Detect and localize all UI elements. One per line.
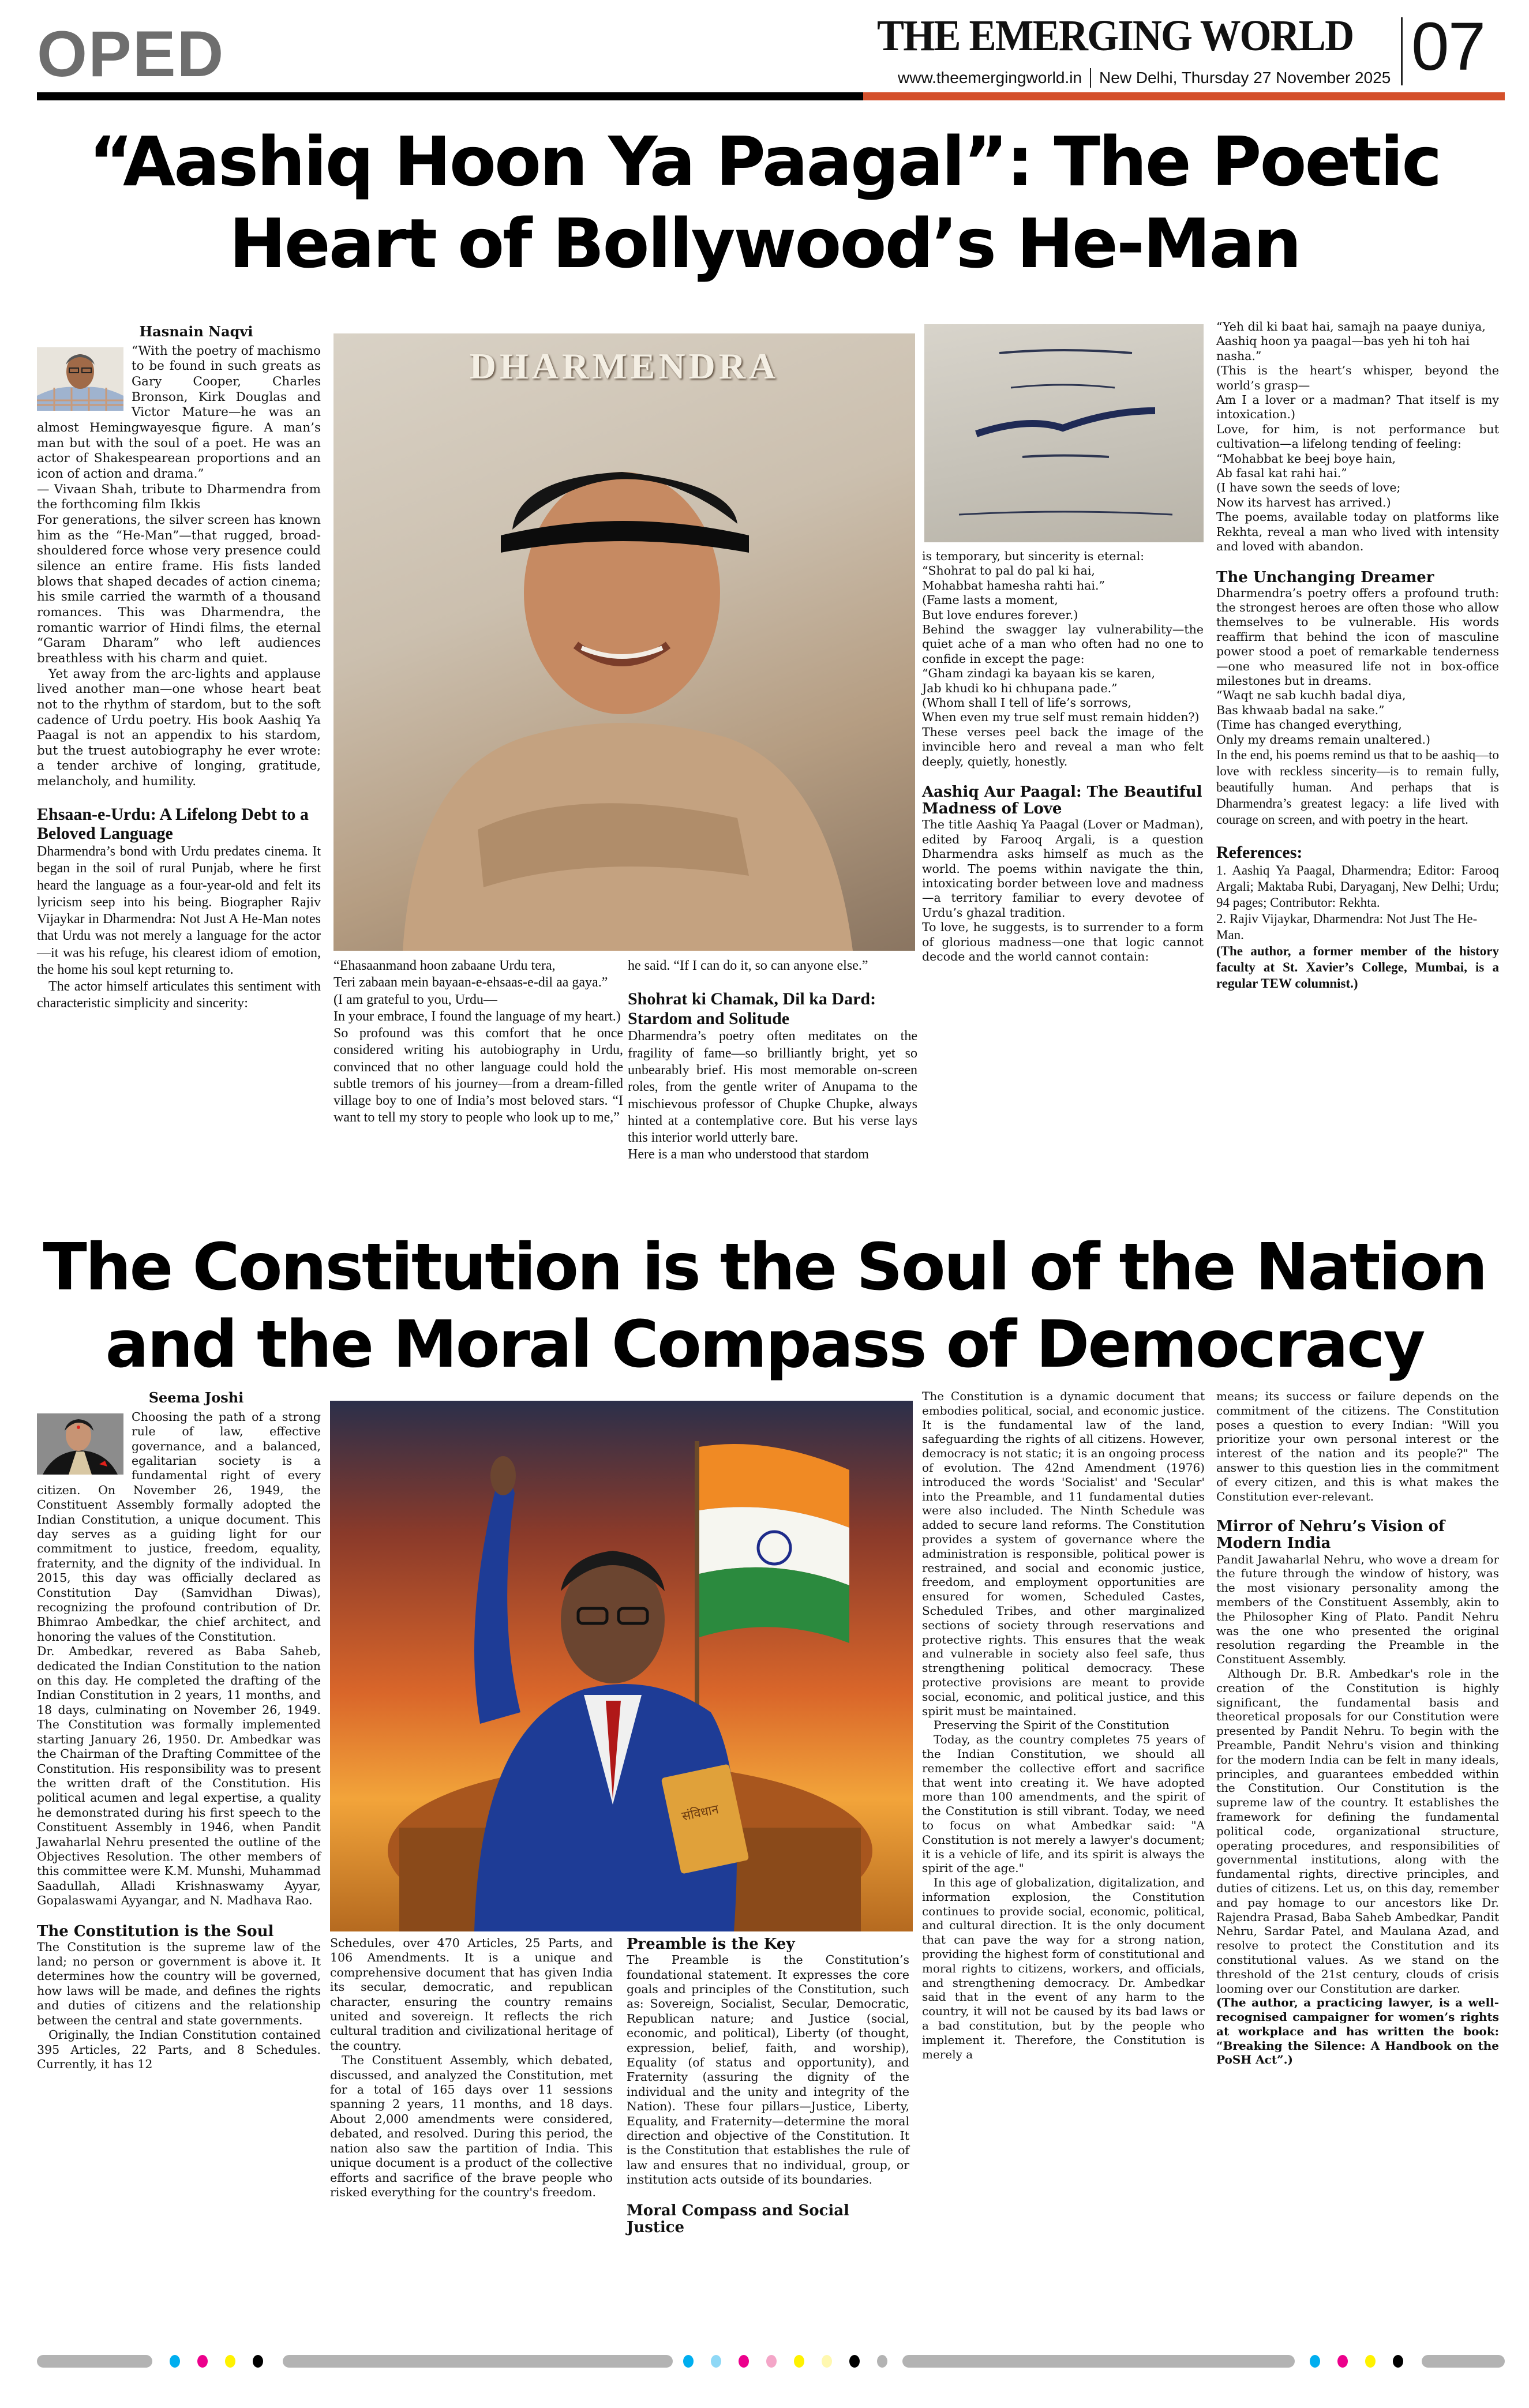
- divider: [1401, 17, 1403, 85]
- print-registration-marks: [37, 2355, 1505, 2368]
- paragraph: For generations, the silver screen has known him as the “He-Man”—that rugged, broad-shouldered force whose very presence could silence an entire frame. His fists landed blows that shaped decades of action cinema; his smile carried the warmth of a thousand romances. This was Dharmendra, the romantic warrior of Hindi films, the eternal “Garam Dharam” who left audiences breathless with his charm and quiet.: [37, 512, 321, 666]
- paragraph: Love, for him, is not performance but cultivation—a lifelong tending of feeling:: [1216, 422, 1499, 451]
- poem-line: Mohabbat hamesha rahti hai.”: [922, 578, 1105, 592]
- poem-line: Bas khwaab badal na sake.”: [1216, 703, 1385, 717]
- paragraph: Dharmendra’s bond with Urdu predates cinema. It began in the soil of rural Punjab, where he first heard the language as a four-year-old and felt its lyricism seep into his being. Biographer Rajiv Vijaykar in Dharmendra: Not Just A He-Man notes that Urdu was not merely a language for the actor—it was his refuge, his clearest idiom of emotion, the home his soul kept returning to.: [37, 843, 321, 977]
- paragraph: So profound was this comfort that he once considered writing his autobiography in Urdu, convinced that no other language could hold the subtle tremors of his journey—from a dream-filled village boy to one of India’s most beloved stars. “I want to tell my story to people who look up to me,”: [333, 1026, 623, 1126]
- poem-line: Ab fasal kat rahi hai.”: [1216, 466, 1347, 481]
- paragraph: Here is a man who understood that stardom: [628, 1147, 869, 1162]
- poem-line: (Time has changed everything,: [1216, 718, 1402, 732]
- light-yellow-dot: [822, 2355, 832, 2368]
- paragraph: Behind the swagger lay vulnerability—the quiet ache of a man who often had no one to confide in except the page:: [922, 622, 1204, 666]
- divider: [1090, 68, 1091, 88]
- article2-column-4: [922, 1389, 1205, 2061]
- article1-column-2: [333, 958, 623, 1127]
- poem-line: (I am grateful to you, Urdu—: [333, 992, 497, 1007]
- poem-line: Am I a lover or a madman? That itself is my intoxication.): [1216, 393, 1499, 422]
- black-dot: [253, 2355, 263, 2368]
- paragraph: means; its success or failure depends on the commitment of the citizens. The Constitution poses a question to every Indian: "Will you prioritize your own personal interest or the interest of the nation and its people?" The answer to this question lies in the commitment of every citizen, and this is what makes the Constitution ever-relevant.: [1216, 1389, 1499, 1503]
- masthead-meta: [898, 68, 1391, 88]
- light-cyan-dot: [711, 2355, 721, 2368]
- paragraph: Dharmendra’s poetry offers a profound truth: the strongest heroes are often those who allow themselves to be vulnerable. His words reaffirm that behind the icon of masculine power stood a poet of remarkable tenderness—one who measured life not in box-office milestones but in dreams.: [1216, 586, 1499, 688]
- cyan-dot: [1310, 2355, 1320, 2368]
- reference-item: 2. Rajiv Vijaykar, Dharmendra: Not Just The He-Man.: [1216, 912, 1478, 943]
- paragraph: Although Dr. B.R. Ambedkar's role in the creation of the Constitution is highly significant, the fundamental basis and theoretical proposals for our Constitution were presented by Pandit Nehru. To begin with the Preamble, Pandit Nehru's vision and thinking for the modern India can be felt in many ideals, principles, and guarantees embedded within the Constitution. Our Constitution is the supreme law of the country. It establishes the framework for defining the fundamental political code, organizational structure, operating procedures, and responsibilities of governmental institutions, along with the fundamental rights, directive principles, and duties of citizens. Let us, on this day, remember and pay homage to our ancestors like Dr. Rajendra Prasad, Baba Saheb Ambedkar, Pandit Nehru, Sardar Patel, and Maulana Azad, and resolve to protect the Constitution and its constitutional values. As we stand on the threshold of the 21st century, clouds of crisis looming over our Constitution are darker.: [1216, 1666, 1499, 1996]
- author-photo: [37, 347, 123, 411]
- website-link[interactable]: www.theemergingworld.in: [898, 69, 1082, 87]
- yellow-dot: [225, 2355, 235, 2368]
- paragraph: “With the poetry of machismo to be found in such greats as Gary Cooper, Charles Bronson, Kirk Douglas and Victor Mature—he was an almost Hemingwayesque figure. A man’s man but with the soul of a poet. He was an actor of Shakespearean proportions and an icon of action and drama.”: [37, 343, 321, 481]
- section-heading: Shohrat ki Chamak, Dil ka Dard: Stardom and Solitude: [628, 989, 876, 1028]
- author-portrait-image: [37, 1413, 123, 1475]
- ambedkar-with-flag-image: [330, 1401, 913, 1931]
- paragraph: The poems, available today on platforms like Rekhta, reveal a man who lived with intensity and loved with abandon.: [1216, 510, 1499, 554]
- author-photo: [37, 1413, 123, 1475]
- article-headline: “Aashiq Hoon Ya Paagal”: The Poetic Heart of Bollywood’s He-Man: [88, 122, 1441, 283]
- paragraph: Schedules, over 470 Articles, 25 Parts, and 106 Amendments. It is a unique and comprehensive document that has given India its secular, democratic, and republican character, ensuring the country remains united and sovereign. It reflects the rich cultural tradition and civilizational heritage of the country.: [330, 1936, 613, 2053]
- yellow-dot: [1365, 2355, 1376, 2368]
- magenta-dot: [739, 2355, 749, 2368]
- poem-line: Jab khudi ko hi chhupana pade.”: [922, 681, 1118, 695]
- paragraph: To love, he suggests, is to surrender to a form of glorious madness—one that logic cannot decode and the world cannot contain:: [922, 920, 1204, 963]
- paragraph: In the end, his poems remind us that to be aashiq—to love with reckless sincerity—is to remain fully, beautifully human. And perhaps that is Dharmendra’s greatest legacy: a life lived with courage on screen, and with poetry in the heart.: [1216, 748, 1499, 827]
- paragraph: Preserving the Spirit of the Constitution: [934, 1718, 1170, 1732]
- poem-line: Teri zabaan mein bayaan-e-ehsaas-e-dil aa gaya.”: [333, 975, 608, 991]
- article2-column-2: [330, 1936, 613, 2200]
- magenta-dot: [197, 2355, 208, 2368]
- article2-column-3: [627, 1936, 909, 2236]
- urdu-calligraphy-image: [924, 324, 1204, 542]
- article1-column-5: [1216, 320, 1499, 992]
- poem-line: “Waqt ne sab kuchh badal diya,: [1216, 688, 1406, 703]
- paragraph: In this age of globalization, digitalization, and information explosion, the Constitution continues to provide social, economic, political, and cultural direction. It is the only document that can pave the way for a strong nation, providing the highest form of constitutional and moral rights to citizens, workers, and officials, and strengthening democracy. Dr. Ambedkar said that in the event of any harm to the country, it will not be caused by its bad laws or a bad constitution, but by the people who implement it. Therefore, the Constitution is merely a: [922, 1876, 1205, 2061]
- paragraph: The actor himself articulates this sentiment with characteristic simplicity and sincerity:: [37, 979, 321, 1011]
- poem-line: Aashiq hoon ya paagal—bas yeh hi toh hai nasha.”: [1216, 334, 1470, 363]
- section-heading: The Constitution is the Soul: [37, 1922, 274, 1940]
- gray-bar: [37, 2355, 152, 2368]
- poem-line: (Whom shall I tell of life’s sorrows,: [922, 696, 1131, 710]
- section-heading: Mirror of Nehru’s Vision of Modern India: [1216, 1518, 1445, 1552]
- paragraph: The Constituent Assembly, which debated, discussed, and analyzed the Constitution, met for a total of 165 days over 11 sessions spanning 2 years, 11 months, and 18 days. About 2,000 amendments were considered, debated, and resolved. During this period, the nation also saw the partition of India. This unique document is a product of the collective efforts and sacrifice of the brave people who risked everything for the country's freedom.: [330, 2053, 613, 2199]
- paragraph: Originally, the Indian Constitution contained 395 Articles, 22 Parts, and 8 Schedules. Currently, it has 12: [37, 2028, 321, 2071]
- paragraph: These verses peel back the image of the invincible hero and reveal a man who felt deeply, quietly, honestly.: [922, 725, 1204, 768]
- poem-line: But love endures forever.): [922, 607, 1078, 622]
- paragraph: The Preamble is the Constitution’s foundational statement. It expresses the core goals and principles of the Constitution, such as: Sovereign, Socialist, Secular, Democratic, Republican nature; and Justice (social, economic, and political), Liberty (of thought, expression, belief, faith, and worship), Equality (of status and opportunity), and Fraternity (assuring the dignity of the individual and the unity and integrity of the Nation). These four pillars—Justice, Liberty, Equality, and Fraternity—determine the moral direction and objective of the Constitution. It is the Constitution that establishes the rule of law and ensures that no individual, group, or institution acts outside of its boundaries.: [627, 1953, 909, 2187]
- light-magenta-dot: [766, 2355, 777, 2368]
- author-byline: Seema Joshi: [148, 1389, 244, 1406]
- poem-line: “Shohrat to pal do pal ki hai,: [922, 564, 1095, 578]
- paragraph: Choosing the path of a strong rule of law, effective governance, and a balanced, egalitarian society is a fundamental right of every citizen. On November 26, 1949, the Constituent Assembly formally adopted the Indian Constitution, a unique document. This day serves as a guiding light for our commitment to justice, freedom, equality, fraternity, and the dignity of the individual. In 2015, this day was officially declared as Constitution Day (Samvidhan Diwas), recognizing the profound contribution of Dr. Bhimrao Ambedkar, the chief architect, and honoring the values of the Constitution.: [37, 1409, 321, 1644]
- dharmendra-photo: [333, 333, 915, 951]
- section-heading: Ehsaan-e-Urdu: A Lifelong Debt to a Beloved Language: [37, 804, 309, 843]
- header-rule-black: [37, 92, 863, 100]
- urdu-book-cover-photo: [924, 324, 1204, 542]
- gray-dot: [877, 2355, 887, 2368]
- article2-column-1: [37, 1389, 321, 2072]
- paragraph: Dharmendra’s poetry often meditates on the fragility of fame—so brilliantly bright, yet so unbearably brief. His most memorable on-screen roles, from the gentle writer of Anupama to the mischievous professor of Chupke Chupke, always hinted at a contemplative core. But his verse lays this interior world utterly bare.: [628, 1029, 917, 1146]
- newspaper-name: THE EMERGING WORLD: [877, 12, 1354, 60]
- author-portrait-image: [37, 347, 123, 411]
- portrait-illustration: [333, 333, 915, 951]
- author-note: (The author, a former member of the history faculty at St. Xavier’s College, Mumbai, is a regular TEW columnist.): [1216, 944, 1499, 991]
- magenta-dot: [1337, 2355, 1348, 2368]
- black-dot: [849, 2355, 860, 2368]
- black-dot: [1393, 2355, 1403, 2368]
- article1-column-1: [37, 323, 321, 1012]
- poem-line: “Mohabbat ke beej boye hain,: [1216, 451, 1396, 466]
- author-byline: Hasnain Naqvi: [139, 323, 253, 340]
- poem-line: (I have sown the seeds of love;: [1216, 481, 1401, 495]
- section-heading: Preamble is the Key: [627, 1936, 795, 1953]
- paragraph: The title Aashiq Ya Paagal (Lover or Madman), edited by Farooq Argali, is a question Dharmendra asks himself as much as the world. The poems within navigate the thin, intoxicating border between love and madness—a territory familiar to every devotee of Urdu’s ghazal tradition.: [922, 817, 1204, 920]
- section-heading: The Unchanging Dreamer: [1216, 568, 1434, 586]
- poem-line: Only my dreams remain unaltered.): [1216, 732, 1430, 747]
- paragraph: The Constitution is the supreme law of the land; no person or government is above it. It determines how the country will be governed, how laws will be made, and defines the rights and duties of citizens and the relationship between the central and state governments.: [37, 1940, 321, 2027]
- ambedkar-illustration: [330, 1401, 913, 1931]
- author-note: (The author, a practicing lawyer, is a well-recognised campaigner for women’s rights at workplace and has written the book: “Breaking the Silence: A Handbook on the PoSH Act”.): [1216, 1996, 1499, 2067]
- paragraph: Dr. Ambedkar, revered as Baba Saheb, dedicated the Indian Constitution to the nation on this day. He completed the drafting of the Indian Constitution in 2 years, 11 months, and 18 days, culminating on November 26, 1949. The Constitution was formally implemented starting January 26, 1950. Dr. Ambedkar was the Chairman of the Drafting Committee of the Constitution. His responsibility was to present the written draft of the Constitution. His political acumen and legal expertise, a quality he demonstrated during his first speech to the Constituent Assembly in 1946, when Pandit Jawaharlal Nehru presented the outline of the Objectives Resolution. The other members of this committee were K.M. Munshi, Muhammad Saadullah, Alladi Krishnaswamy Ayyar, Gopalaswami Ayyangar, and N. Madhava Rao.: [37, 1644, 321, 1908]
- cyan-dot: [683, 2355, 694, 2368]
- paragraph: Today, as the country completes 75 years of the Indian Constitution, we should all remember the collective effort and sacrifice that went into creating it. We have adopted more than 100 amendments, and the spirit of the Constitution is still vibrant. Today, we need to focus on what Ambedkar said: "A Constitution is not merely a lawyer's document; it is a vehicle of life, and its spirit is always the spirit of the age.": [922, 1732, 1205, 1876]
- poem-line: “Yeh dil ki baat hai, samajh na paaye duniya,: [1216, 320, 1486, 333]
- poem-line: When even my true self must remain hidden?): [922, 710, 1200, 725]
- section-heading: Moral Compass and Social Justice: [627, 2201, 850, 2236]
- paragraph: The Constitution is a dynamic document that embodies political, social, and economic justice. It is the fundamental law of the land, safeguarding the rights of all citizens. However, democracy is not static; it is an ongoing process of evolution. The 42nd Amendment (1976) introduced the words 'Socialist' and 'Secular' into the Preamble, and 11 fundamental duties were also included. The Ninth Schedule was added to secure land reforms. The Constitution provides a system of governance where the administration is responsible, political power is restrained, and social and economic justice, freedom, and employment opportunities are ensured for women, Scheduled Castes, Scheduled Tribes, and other marginalized sections of society through reservations and protective rights. This ensures that the weak and vulnerable in society also feel safe, thus strengthening political democracy. These protective provisions are meant to provide social, economic, and political justice, and this spirit must be maintained.: [922, 1389, 1205, 1718]
- article1-column-3: [628, 958, 917, 1164]
- paragraph: he said. “If I can do it, so can anyone else.”: [628, 958, 868, 973]
- photo-title-text: DHARMENDRA: [469, 346, 780, 387]
- cyan-dot: [170, 2355, 180, 2368]
- article1-column-4: [922, 549, 1204, 964]
- section-label: OPED: [37, 18, 225, 90]
- paragraph: — Vivaan Shah, tribute to Dharmendra from the forthcoming film Ikkis: [37, 482, 321, 512]
- gray-bar: [283, 2355, 673, 2368]
- poem-line: (This is the heart’s whisper, beyond the world’s grasp—: [1216, 363, 1499, 392]
- section-heading: Aashiq Aur Paagal: The Beautiful Madness of Love: [922, 783, 1202, 818]
- poem-line: Now its harvest has arrived.): [1216, 495, 1391, 509]
- header-rule-accent: [863, 92, 1505, 100]
- poem-line: In your embrace, I found the language of my heart.): [333, 1008, 621, 1024]
- gray-bar: [902, 2355, 1295, 2368]
- page-number: 07: [1411, 9, 1485, 85]
- paragraph: Yet away from the arc-lights and applause lived another man—one whose heart beat not to the rhythm of stardom, but to the soft cadence of Urdu poetry. His book Aashiq Ya Paagal is not an appendix to his stardom, but the truest autobiography he ever wrote: a tender archive of longing, gratitude, melancholy, and humility.: [37, 666, 321, 789]
- references-heading: References:: [1216, 843, 1303, 862]
- paragraph: Pandit Jawaharlal Nehru, who wove a dream for the future through the window of history, was the most visionary personality among the members of the Constituent Assembly, akin to the Philosopher King of Plato. Pandit Nehru was the one who presented the original resolution regarding the Preamble in the Constituent Assembly.: [1216, 1552, 1499, 1667]
- article2-column-5: [1216, 1389, 1499, 2067]
- yellow-dot: [794, 2355, 804, 2368]
- dateline: New Delhi, Thursday 27 November 2025: [1099, 69, 1391, 87]
- article-headline: The Constitution is the Soul of the Nation and the Moral Compass of Democracy: [43, 1230, 1486, 1383]
- poem-line: “Gham zindagi ka bayaan kis se karen,: [922, 666, 1156, 681]
- poem-line: “Ehasaanmand hoon zabaane Urdu tera,: [333, 958, 556, 973]
- poem-line: (Fame lasts a moment,: [922, 593, 1058, 607]
- reference-item: 1. Aashiq Ya Paagal, Dharmendra; Editor: Farooq Argali; Maktaba Rubi, Daryaganj, New Delhi; Urdu; 94 pages; Contributor: Rekhta.: [1216, 862, 1499, 910]
- paragraph: is temporary, but sincerity is eternal:: [922, 549, 1145, 563]
- svg-text:संविधान: संविधान: [680, 1802, 720, 1824]
- gray-bar: [1422, 2355, 1505, 2368]
